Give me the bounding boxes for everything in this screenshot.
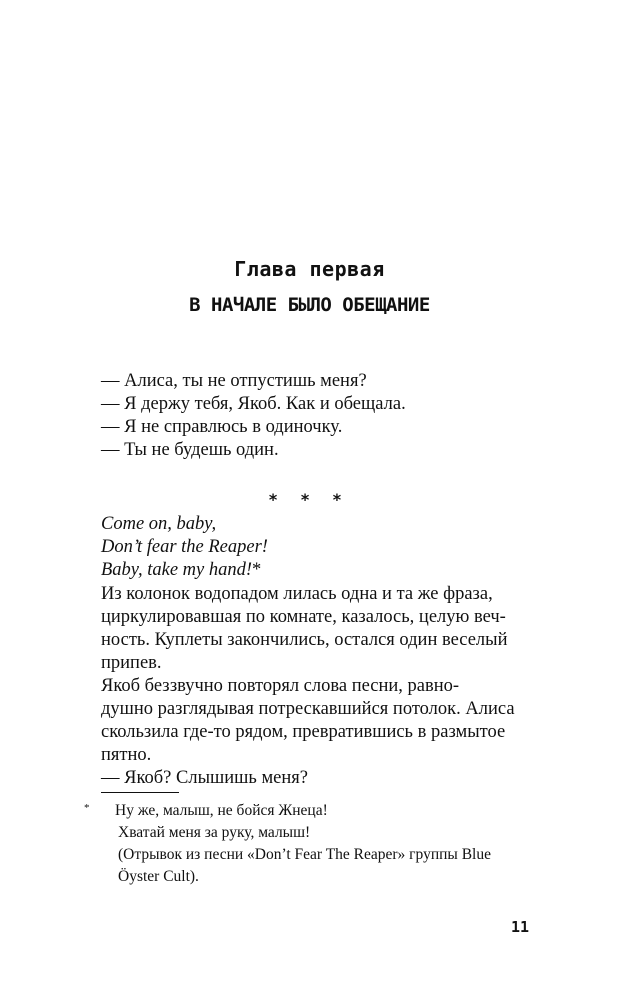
footnote-reference: * xyxy=(252,560,262,580)
chapter-title: В НАЧАЛЕ БЫЛО ОБЕЩАНИЕ xyxy=(189,294,430,316)
prose-line xyxy=(101,583,531,606)
prose-line: душно разглядывая потрескавшийся потолок. Алиса xyxy=(101,699,515,719)
prose-line: скользила где-то рядом, превратившись в размытое xyxy=(101,722,506,742)
prose-line: — Якоб? Слышишь меня? xyxy=(101,768,309,788)
prose-line: припев. xyxy=(101,653,162,673)
page-number: 11 xyxy=(510,918,529,936)
body-text xyxy=(101,583,531,790)
footnote-line: Хватай меня за руку, малыш! xyxy=(118,824,311,841)
prose-line: циркулировавшая по комнате, казалось, целую веч- xyxy=(101,607,506,627)
prose-line-text: Из колонок водопадом лилась одна и та же фраза, xyxy=(101,584,493,604)
chapter-label: Глава первая xyxy=(234,257,385,281)
footnote-line: Öyster Cult). xyxy=(118,868,199,885)
footnote-line: Ну же, малыш, не бойся Жнеца! xyxy=(115,802,328,819)
footnote-mark: * xyxy=(84,802,90,814)
lyric-line: Come on, baby, xyxy=(101,514,217,534)
section-separator: * * * xyxy=(268,490,351,509)
prose-line: Якоб беззвучно повторял слова песни, равно- xyxy=(101,676,460,696)
dialog-line: — Я не справлюсь в одиночку. xyxy=(101,417,343,437)
footnote xyxy=(84,800,533,888)
prose-line: пятно. xyxy=(101,745,152,765)
prose-line: ность. Куплеты закончились, остался один веселый xyxy=(101,630,508,650)
lyric-line xyxy=(101,559,531,582)
lyric-line: Don’t fear the Reaper! xyxy=(101,537,268,557)
footnote-divider xyxy=(101,792,179,793)
footnote-line: (Отрывок из песни «Don’t Fear The Reaper» группы Blue xyxy=(118,846,491,863)
footnote-body xyxy=(84,800,533,888)
dialog-line: — Алиса, ты не отпустишь меня? xyxy=(101,371,367,391)
dialog-line: — Я держу тебя, Якоб. Как и обещала. xyxy=(101,394,406,414)
lyric-text: Baby, take my hand! xyxy=(101,560,253,580)
dialog-line: — Ты не будешь один. xyxy=(101,440,279,460)
song-lyrics xyxy=(101,513,531,582)
opening-dialog xyxy=(101,370,531,462)
